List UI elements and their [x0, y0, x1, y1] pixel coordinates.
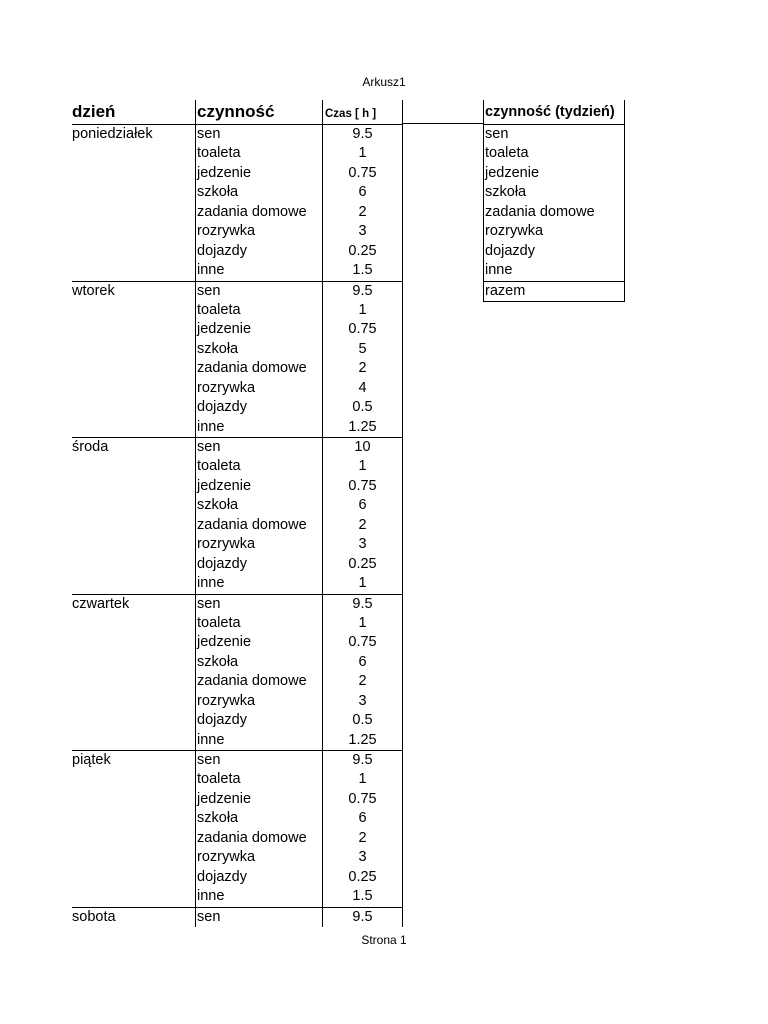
day-cell: [72, 144, 195, 163]
table-row: [72, 595, 403, 614]
day-cell: [72, 261, 195, 280]
table-row: [72, 751, 403, 770]
time-cell: 1: [322, 144, 403, 163]
activity-cell: szkoła: [195, 340, 322, 359]
table-row: [72, 398, 403, 417]
day-cell: [72, 711, 195, 730]
day-cell: piątek: [72, 752, 111, 768]
table-row: [72, 692, 403, 711]
day-cell: [72, 183, 195, 202]
activity-cell: dojazdy: [195, 868, 322, 887]
day-cell: [72, 809, 195, 828]
activity-cell: toaleta: [195, 457, 322, 476]
weekly-item: jedzenie: [483, 164, 625, 183]
activity-cell: zadania domowe: [195, 829, 322, 848]
day-cell: [72, 320, 195, 339]
time-cell: 1: [322, 574, 403, 593]
table-row: [72, 574, 403, 594]
table-row: [72, 261, 403, 281]
activity-cell: zadania domowe: [195, 516, 322, 535]
time-cell: 6: [322, 496, 403, 515]
table-row: [72, 848, 403, 867]
table-row: [72, 516, 403, 535]
activity-cell: sen: [195, 282, 322, 301]
time-cell: 2: [322, 359, 403, 378]
activity-cell: toaleta: [195, 614, 322, 633]
time-cell: 6: [322, 809, 403, 828]
activity-cell: zadania domowe: [195, 672, 322, 691]
day-cell: [72, 496, 195, 515]
day-cell: [72, 340, 195, 359]
table-row: [72, 829, 403, 848]
activity-cell: jedzenie: [195, 320, 322, 339]
table-row: [72, 614, 403, 633]
header-time: Czas [ h ]: [322, 100, 403, 124]
day-cell: [72, 829, 195, 848]
day-cell: wtorek: [72, 282, 115, 299]
activity-cell: jedzenie: [195, 477, 322, 496]
activity-cell: sen: [195, 438, 322, 457]
table-row: [72, 555, 403, 574]
activity-cell: rozrywka: [195, 535, 322, 554]
day-cell: [72, 535, 195, 554]
day-cell: [72, 242, 195, 261]
activity-cell: sen: [195, 751, 322, 770]
weekly-summary-table: [483, 100, 625, 302]
activity-cell: sen: [195, 125, 322, 144]
table-row: [72, 809, 403, 828]
time-cell: 3: [322, 848, 403, 867]
time-cell: 0.25: [322, 555, 403, 574]
table-header-row: [72, 100, 403, 125]
table-row: [72, 477, 403, 496]
table-row: [72, 438, 403, 457]
table-row: [72, 320, 403, 339]
activity-cell: sen: [195, 908, 322, 927]
table-row: [72, 457, 403, 476]
table-row: [72, 790, 403, 809]
table-row: [72, 672, 403, 691]
day-cell: [72, 653, 195, 672]
table-row: [72, 183, 403, 202]
day-cell: poniedziałek: [72, 126, 153, 142]
weekly-item: zadania domowe: [483, 203, 625, 222]
day-cell: [72, 301, 195, 320]
day-cell: [72, 633, 195, 652]
weekly-summary-body: [483, 125, 625, 281]
weekly-header: czynność (tydzień): [483, 100, 625, 125]
table-row: [72, 535, 403, 554]
activity-cell: szkoła: [195, 653, 322, 672]
time-cell: 9.5: [322, 908, 403, 927]
activity-cell: jedzenie: [195, 790, 322, 809]
time-cell: 0.75: [322, 790, 403, 809]
table-row: [72, 731, 403, 751]
table-row: [72, 887, 403, 907]
table-row: [72, 418, 403, 438]
time-cell: 3: [322, 692, 403, 711]
time-cell: 9.5: [322, 125, 403, 144]
day-cell: [72, 418, 195, 437]
activity-cell: dojazdy: [195, 711, 322, 730]
weekly-item: sen: [483, 125, 625, 144]
activity-cell: inne: [195, 574, 322, 593]
time-cell: 0.25: [322, 868, 403, 887]
activity-cell: inne: [195, 418, 322, 437]
day-cell: [72, 672, 195, 691]
day-cell: [72, 222, 195, 241]
time-cell: 0.75: [322, 164, 403, 183]
day-cell: [72, 731, 195, 750]
table-row: [72, 653, 403, 672]
activity-cell: dojazdy: [195, 242, 322, 261]
time-cell: 9.5: [322, 282, 403, 301]
day-cell: [72, 164, 195, 183]
time-cell: 1: [322, 457, 403, 476]
activity-cell: szkoła: [195, 809, 322, 828]
day-cell: [72, 848, 195, 867]
time-cell: 10: [322, 438, 403, 457]
day-cell: [72, 790, 195, 809]
daily-activity-body: [72, 125, 403, 927]
day-cell: środa: [72, 439, 109, 455]
table-row: [72, 496, 403, 515]
activity-cell: jedzenie: [195, 164, 322, 183]
activity-cell: toaleta: [195, 301, 322, 320]
time-cell: 1: [322, 770, 403, 789]
activity-cell: szkoła: [195, 183, 322, 202]
day-cell: [72, 555, 195, 574]
activity-cell: jedzenie: [195, 633, 322, 652]
activity-cell: inne: [195, 887, 322, 906]
time-cell: 2: [322, 516, 403, 535]
table-row: [72, 908, 403, 927]
time-cell: 2: [322, 203, 403, 222]
activity-cell: rozrywka: [195, 379, 322, 398]
table-row: [72, 359, 403, 378]
day-cell: [72, 692, 195, 711]
time-cell: 0.75: [322, 320, 403, 339]
table-row: [72, 711, 403, 730]
time-cell: 0.25: [322, 242, 403, 261]
activity-cell: szkoła: [195, 496, 322, 515]
activity-cell: rozrywka: [195, 692, 322, 711]
sheet-title: Arkusz1: [362, 75, 406, 89]
table-row: [72, 164, 403, 183]
day-cell: czwartek: [72, 595, 130, 612]
time-cell: 1.25: [322, 731, 403, 750]
table-row: [72, 379, 403, 398]
weekly-item: szkoła: [483, 183, 625, 202]
day-cell: [72, 359, 195, 378]
day-cell: [72, 477, 195, 496]
day-cell: [72, 457, 195, 476]
page-number: Strona 1: [361, 933, 407, 947]
day-cell: [72, 574, 195, 593]
table-row: [72, 282, 403, 301]
day-cell: sobota: [72, 908, 116, 925]
activity-cell: toaleta: [195, 144, 322, 163]
table-row: [72, 144, 403, 163]
daily-activity-table: [72, 100, 403, 927]
time-cell: 1: [322, 301, 403, 320]
activity-cell: zadania domowe: [195, 359, 322, 378]
time-cell: 2: [322, 829, 403, 848]
time-cell: 9.5: [322, 595, 403, 614]
day-cell: [72, 379, 195, 398]
weekly-item: toaleta: [483, 144, 625, 163]
table-row: [72, 770, 403, 789]
weekly-total-label: razem: [483, 281, 625, 302]
activity-cell: inne: [195, 261, 322, 280]
activity-cell: zadania domowe: [195, 203, 322, 222]
time-cell: 1.5: [322, 261, 403, 280]
table-row: [72, 125, 403, 144]
time-cell: 3: [322, 535, 403, 554]
header-day: dzień: [72, 102, 116, 121]
time-cell: 2: [322, 672, 403, 691]
header-connector-line: [403, 123, 483, 124]
time-cell: 0.5: [322, 398, 403, 417]
time-cell: 1: [322, 614, 403, 633]
activity-cell: toaleta: [195, 770, 322, 789]
day-cell: [72, 516, 195, 535]
activity-cell: rozrywka: [195, 848, 322, 867]
time-cell: 0.5: [322, 711, 403, 730]
table-row: [72, 242, 403, 261]
activity-cell: rozrywka: [195, 222, 322, 241]
activity-cell: inne: [195, 731, 322, 750]
table-row: [72, 633, 403, 652]
time-cell: 5: [322, 340, 403, 359]
time-cell: 6: [322, 653, 403, 672]
time-cell: 4: [322, 379, 403, 398]
time-cell: 0.75: [322, 477, 403, 496]
time-cell: 0.75: [322, 633, 403, 652]
table-row: [72, 340, 403, 359]
table-row: [72, 222, 403, 241]
day-cell: [72, 203, 195, 222]
time-cell: 3: [322, 222, 403, 241]
weekly-item: rozrywka: [483, 222, 625, 241]
day-cell: [72, 868, 195, 887]
day-cell: [72, 398, 195, 417]
table-row: [72, 868, 403, 887]
weekly-item: inne: [483, 261, 625, 280]
day-cell: [72, 614, 195, 633]
activity-cell: dojazdy: [195, 398, 322, 417]
header-activity: czynność: [195, 100, 322, 124]
time-cell: 9.5: [322, 751, 403, 770]
day-cell: [72, 887, 195, 906]
table-row: [72, 301, 403, 320]
time-cell: 6: [322, 183, 403, 202]
time-cell: 1.5: [322, 887, 403, 906]
day-cell: [72, 770, 195, 789]
activity-cell: sen: [195, 595, 322, 614]
activity-cell: dojazdy: [195, 555, 322, 574]
table-row: [72, 203, 403, 222]
time-cell: 1.25: [322, 418, 403, 437]
weekly-item: dojazdy: [483, 242, 625, 261]
